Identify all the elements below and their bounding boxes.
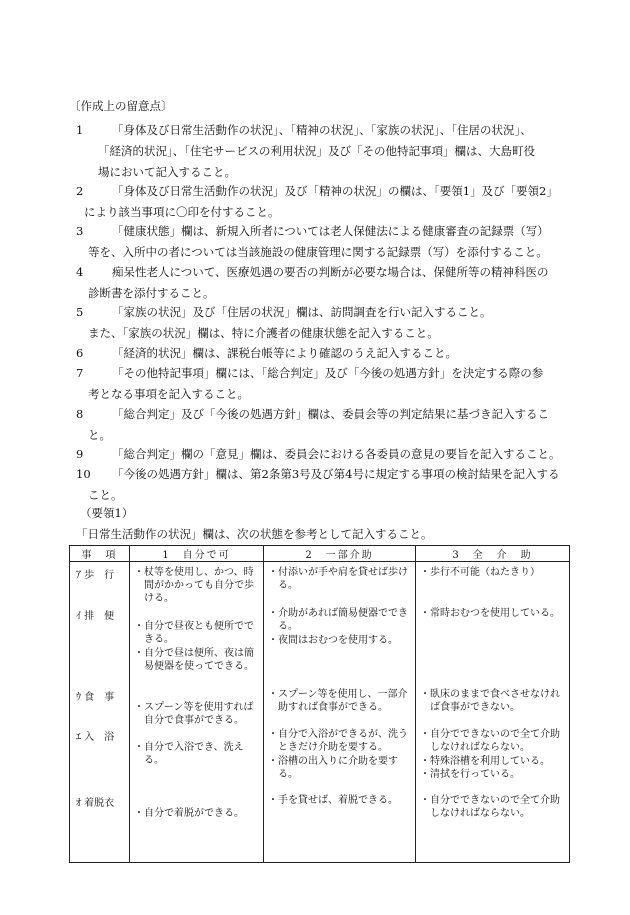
category-bathing: ｴ 入 浴 [76, 732, 115, 743]
list-item: ・ 自分で昼夜とも便所でできる。 [134, 621, 254, 645]
list-item: ・ 自分で入浴でき、洗える。 [134, 742, 244, 766]
note-number: 9 [76, 447, 84, 461]
note-line: 場において記入すること。 [98, 165, 236, 179]
note-9 [76, 444, 562, 465]
category-meals: ｳ 食 事 [76, 692, 115, 703]
header-partial: 2 一部介助 [264, 546, 416, 562]
note-number: 5 [76, 305, 84, 319]
category-excretion: ｲ 排 便 [76, 611, 115, 622]
note-number: 4 [76, 265, 84, 279]
self-column [130, 562, 264, 863]
note-line: 「今後の処遇方針」欄は、第2条第3号及び第4号に規定する事項の検討結果を記入する [112, 467, 560, 481]
list-item: ・ 付添いが手や肩を貸せば歩ける。 [268, 567, 408, 591]
list-item: ・ 自分で昼は便所、夜は簡易便器を使ってできる。 [134, 648, 254, 672]
note-line: 「総合判定」及び「今後の処遇方針」欄は、委員会等の判定結果に基づき記入するこ [112, 407, 549, 421]
table-intro: 「日常生活動作の状況」欄は、次の状態を参考として記入すること。 [76, 527, 433, 541]
partial-column [264, 562, 416, 863]
notes-heading: 〔作成上の留意点〕 [69, 99, 173, 113]
note-number: 3 [76, 224, 84, 238]
table-header-row [70, 546, 570, 562]
list-item: ・ 杖等を使用し、かつ、時間がかかっても自分で歩ける。 [134, 567, 254, 604]
note-number: 7 [76, 366, 84, 380]
header-full: 3 全 介 助 [416, 546, 570, 562]
note-1 [76, 120, 562, 183]
list-item: ・ 夜間はおむつを使用する。 [268, 635, 398, 646]
list-item: ・ 臥床のままで食べさせなければ食事ができない。 [420, 689, 560, 713]
list-item: ・ 介助があれば簡易便器でできる。 [268, 608, 408, 632]
list-item: ・ 特殊浴槽を利用している。 [420, 756, 550, 767]
category-dressing: ｵ 着脱衣 [76, 798, 115, 809]
note-number: 1 [76, 123, 84, 137]
list-item: ・ スプーン等を使用すれば自分で食事ができる。 [134, 702, 254, 726]
note-6 [76, 343, 562, 364]
note-line: 考となる事項を記入すること。 [88, 387, 249, 401]
list-item: ・ スプーン等を使用し、一部介助すれば食事ができる。 [268, 689, 408, 713]
note-7 [76, 363, 562, 405]
list-item: ・ 自分でできないので全て介助しなければならない。 [420, 729, 560, 753]
note-line: 診断書を添付すること。 [88, 286, 215, 300]
note-line: 「身体及び日常生活動作の状況」及び「精神の状況」の欄は、「要領1」及び「要領2」 [112, 184, 558, 198]
note-number: 8 [76, 407, 84, 421]
list-item: ・ 自分で入浴ができるが、洗うときだけ介助を要する。 [268, 729, 408, 753]
list-item: ・ 自分で着脱ができる。 [134, 808, 244, 819]
list-item: ・ 手を貸せば、着脱できる。 [268, 795, 398, 806]
note-line: と。 [88, 428, 111, 442]
list-item: ・ 浴槽の出入りに介助を要する。 [268, 756, 398, 780]
note-3 [76, 221, 562, 263]
note-line: 「身体及び日常生活動作の状況」、「精神の状況」、「家族の状況」、「住居の状況」、 [112, 123, 532, 137]
header-self: 1 自分で可 [130, 546, 264, 562]
note-5 [76, 302, 562, 344]
note-line: 「総合判定」欄の「意見」欄は、委員会における各委員の意見の要旨を記入すること。 [112, 447, 561, 461]
note-line: 「経済的状況」、「住宅サービスの利用状況」及び「その他特記事項」欄は、大島町役 [98, 144, 535, 158]
subheading: （要領1） [80, 506, 134, 520]
note-line: 痴呆性老人について、医療処遇の要否の判断が必要な場合は、保健所等の精神科医の [112, 265, 549, 279]
list-item: ・ 清拭を行っている。 [420, 769, 520, 780]
note-number: 6 [76, 346, 84, 360]
note-line: により該当事項に〇印を付すること。 [84, 205, 280, 219]
list-item: ・ 自分でできないので全て介助しなければならない。 [420, 795, 560, 819]
note-number: 2 [76, 184, 84, 198]
full-column [416, 562, 570, 863]
note-number: 10 [76, 467, 91, 481]
note-8 [76, 404, 562, 446]
note-line: 「家族の状況」及び「住居の状況」欄は、訪問調査を行い記入すること。 [112, 305, 492, 319]
note-10 [76, 464, 562, 506]
note-4 [76, 262, 562, 304]
note-line: 「経済的状況」欄は、課税台帳等により確認のうえ記入すること。 [112, 346, 457, 360]
note-line: また、「家族の状況」欄は、特に介護者の健康状態を記入すること。 [88, 326, 439, 340]
note-2 [76, 181, 562, 223]
category-walking: ｱ 歩 行 [76, 570, 115, 581]
list-item: ・ 常時おむつを使用している。 [420, 608, 560, 619]
note-line: こと。 [88, 488, 123, 502]
note-line: 「その他特記事項」欄には、「総合判定」及び「今後の処遇方針」を決定する際の参 [112, 366, 544, 380]
note-line: 「健康状態」欄は、新規入所者については老人保健法による健康審査の記録票（写） [112, 224, 549, 238]
category-column [70, 562, 130, 863]
note-line: 等を、入所中の者については当該施設の健康管理に関する記録票（写）を添付すること。 [88, 245, 548, 259]
list-item: ・ 歩行不可能（ねたきり） [420, 567, 540, 578]
adl-table [69, 545, 570, 863]
table-body-row [70, 562, 570, 863]
header-category: 事 項 [70, 546, 130, 562]
